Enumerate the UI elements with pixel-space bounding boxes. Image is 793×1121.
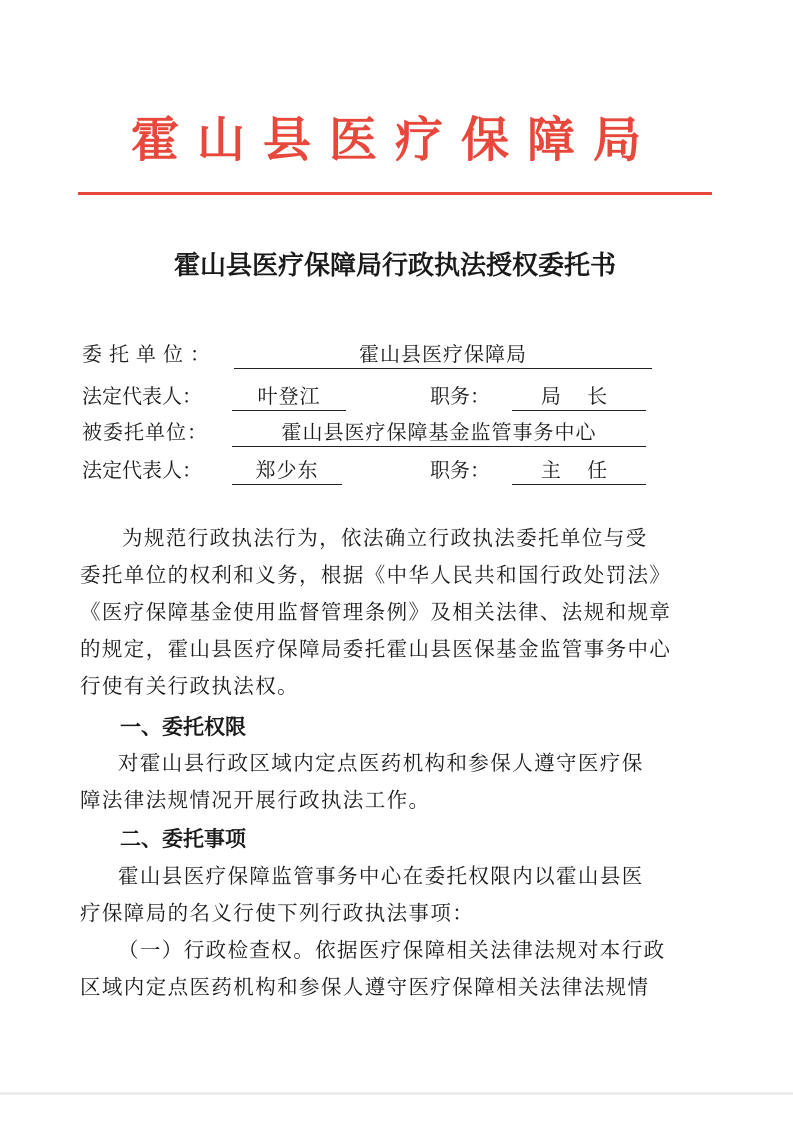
intro-line: 行使有关行政执法权。 [80,674,299,698]
section1-line: 对霍山县行政区域内定点医药机构和参保人遵守医疗保 [118,751,644,775]
agent-value: 霍山县医疗保障基金监管事务中心 [232,416,646,447]
agent-rep-value: 郑少东 [232,454,342,485]
principal-rep-row [82,380,722,412]
section2-heading: 二、委托事项 [120,827,246,851]
section2-line: 霍山县医疗保障监管事务中心在委托权限内以霍山县医 [118,864,644,888]
agent-position-label: 职务： [430,458,490,482]
document-title: 霍山县医疗保障局行政执法授权委托书 [173,251,616,281]
page-bottom-edge [0,1092,793,1095]
intro-line: 为规范行政执法行为，依法确立行政执法委托单位与受 [122,526,648,550]
principal-position-label: 职务： [430,384,490,408]
principal-position-value: 局 长 [512,380,646,411]
agent-position-value: 主 任 [512,454,646,485]
section1-heading: 一、委托权限 [120,715,246,739]
intro-line: 《医疗保障基金使用监督管理条例》及相关法律、法规和规章 [80,600,672,624]
section2-paragraph [80,858,680,932]
item1-line: （一）行政检查权。依据医疗保障相关法律法规对本行政 [118,938,666,962]
item1-line: 区域内定点医药机构和参保人遵守医疗保障相关法律法规情 [80,975,650,999]
principal-value: 霍山县医疗保障局 [234,338,652,369]
letterhead-red-rule [78,192,712,195]
section1-paragraph [80,745,680,819]
section2-line: 疗保障局的名义行使下列行政执法事项： [80,901,475,925]
section1-line: 障法律法规情况开展行政执法工作。 [80,788,431,812]
principal-rep-label: 法定代表人： [82,384,202,408]
agent-rep-row [82,454,722,486]
intro-paragraph [80,520,680,705]
intro-line: 委托单位的权利和义务，根据《中华人民共和国行政处罚法》 [80,563,672,587]
item1-paragraph [80,932,680,1006]
letterhead-org-name: 霍山县医疗保障局 [130,112,659,168]
principal-row [82,338,722,370]
intro-line: 的规定，霍山县医疗保障局委托霍山县医保基金监管事务中心 [80,637,672,661]
principal-rep-value: 叶登江 [232,380,346,411]
agent-row [82,416,722,448]
agent-rep-label: 法定代表人： [82,458,202,482]
principal-label: 委托单位： [82,342,217,366]
agent-label: 被委托单位： [82,420,208,444]
